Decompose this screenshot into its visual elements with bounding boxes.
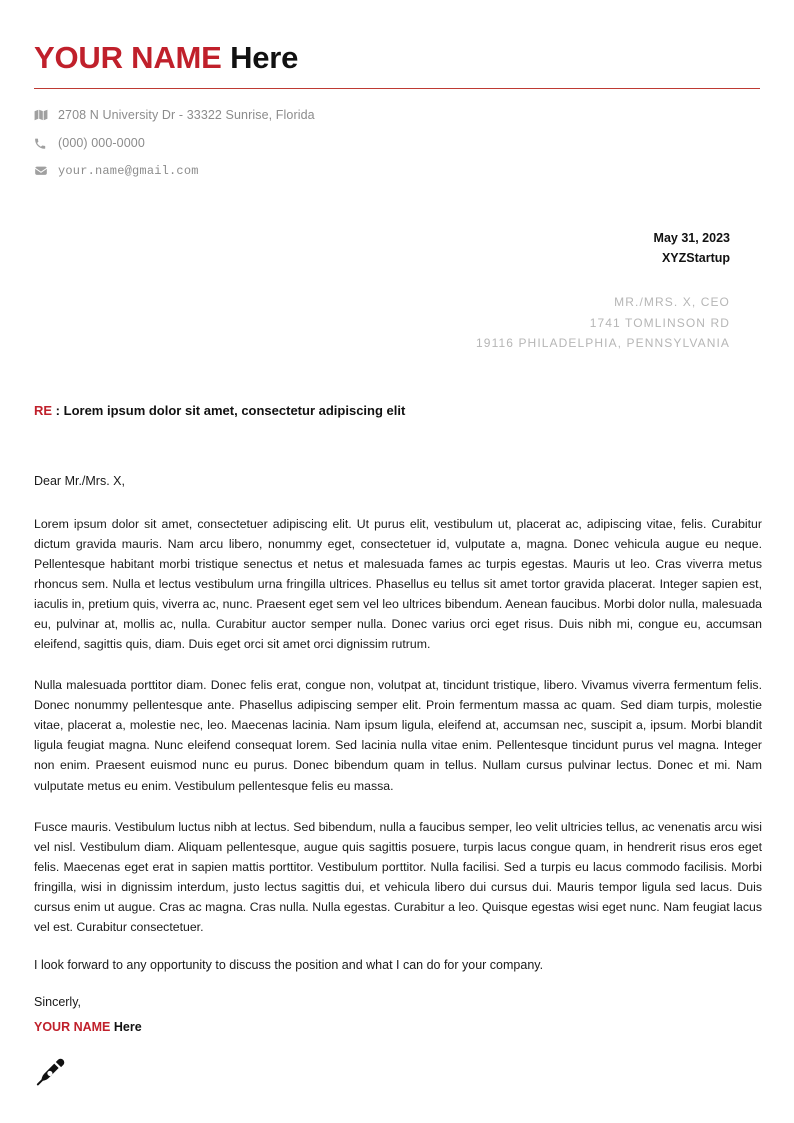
contact-row-phone xyxy=(34,131,760,156)
body-paragraph: Lorem ipsum dolor sit amet, consectetuer adipiscing elit. Ut purus elit, vestibulum ut, placerat ac, adipiscing vitae, felis. Curabitur dictum gravida mauris. Nam arcu libero, nonummy eget, consectetuer id, vulputate a, magna. Donec vehicula augue eu neque. Pellentesque habitant morbi tristique senectus et netus et malesuada fames ac turpis egestas. Mauris ut leo. Cras viverra metus rhoncus sem. Nulla et lectus vestibulum urna fringilla ultrices. Phasellus eu tellus sit amet tortor gravida placerat. Integer sapien est, iaculis in, pretium quis, viverra ac, nunc. Praesent eget sem vel leo ultrices bibendum. Aenean faucibus. Morbi dolor nulla, malesuada eu, pulvinar at, mollis ac, nulla. Curabitur auctor semper nulla. Donec varius orci eget risus. Duis nibh mi, congue eu, accumsan eleifend, sagittis quis, diam. Duis eget orci sit amet orci dignissim rutrum. xyxy=(34,517,762,652)
letter-date: May 31, 2023 xyxy=(653,230,730,245)
signature-last: Here xyxy=(113,1019,142,1034)
recipient-address xyxy=(34,292,760,354)
contact-row-email xyxy=(34,159,760,184)
body-paragraph: Fusce mauris. Vestibulum luctus nibh at lectus. Sed bibendum, nulla a faucibus semper, leo velit ultricies tellus, ac venenatis arcu wisi vel nisl. Vestibulum diam. Aliquam pellentesque, augue quis sagittis posuere, turpis lacus congue quam, in hendrerit risus eros eget felis. Maecenas eget erat in sapien mattis porttitor. Vestibulum porttitor. Nulla facilisi. Sed a turpis eu lacus commodo facilisis. Morbi fringilla, wisi in dignissim interdum, justo lectus sagittis dui, et vehicula libero dui cursus dui. Mauris tempor ligula sed lacus. Duis cursus enim ut augue. Cras ac magna. Cras nulla. Nulla egestas. Curabitur a leo. Quisque egestas wisi eget nunc. Nam feugiat lacus vel est. Curabitur consectetuer. xyxy=(34,819,762,934)
subject-text: Lorem ipsum dolor sit amet, consectetur adipiscing elit xyxy=(63,402,406,418)
name-first: YOUR NAME xyxy=(34,40,222,75)
name-last: Here xyxy=(230,40,299,75)
body-paragraph: Nulla malesuada porttitor diam. Donec felis erat, congue non, volutpat at, tincidunt tristique, libero. Vivamus viverra fermentum felis. Donec nonummy pellentesque ante. Phasellus adipiscing semper elit. Proin fermentum massa ac quam. Sed diam turpis, molestie vitae, placerat a, molestie nec, leo. Maecenas lacinia. Nam ipsum ligula, eleifend at, accumsan nec, suscipit a, ipsum. Morbi blandit ligula feugiat magna. Nunc eleifend consequat lorem. Sed lacinia nulla vitae enim. Pellentesque tincidunt purus vel magna. Integer non enim. Praesent euismod nunc eu purus. Donec bibendum quam in tellus. Nullam cursus pulvinar lectus. Donec et mi. Nam vulputate metus eu enim. Vestibulum pellentesque felis eu massa. xyxy=(34,678,762,793)
subject-label: RE xyxy=(34,402,53,418)
recipient-line-3: 19116 PHILADELPHIA, PENNSYLVANIA xyxy=(476,336,730,351)
letter-body xyxy=(34,514,760,937)
contact-phone-text: (000) 000-0000 xyxy=(58,136,145,151)
recipient-line-1: MR./MRS. X, CEO xyxy=(614,295,730,310)
map-icon xyxy=(34,108,58,122)
salutation: Dear Mr./Mrs. X, xyxy=(34,474,125,489)
signature-first: YOUR NAME xyxy=(34,1019,111,1034)
letterhead xyxy=(34,0,760,89)
closing-statement: I look forward to any opportunity to discuss the position and what I can do for your company. xyxy=(34,957,544,972)
signoff: Sincerly, xyxy=(34,994,82,1009)
contact-address-text: 2708 N University Dr - 33322 Sunrise, Florida xyxy=(58,108,315,123)
pen-nib-icon xyxy=(34,1055,74,1095)
subject-line xyxy=(34,402,760,420)
header-divider xyxy=(34,88,760,89)
company-name: XYZStartup xyxy=(661,250,730,265)
contact-email-text: your.name@gmail.com xyxy=(58,164,199,179)
recipient-line-2: 1741 TOMLINSON RD xyxy=(589,315,730,330)
date-block xyxy=(34,228,760,269)
page-title xyxy=(34,40,760,77)
contact-block xyxy=(34,103,760,184)
subject-separator: : xyxy=(52,402,64,418)
envelope-icon xyxy=(34,164,58,178)
contact-row-address xyxy=(34,103,760,128)
signature-name xyxy=(34,1020,760,1034)
phone-icon xyxy=(34,137,58,150)
